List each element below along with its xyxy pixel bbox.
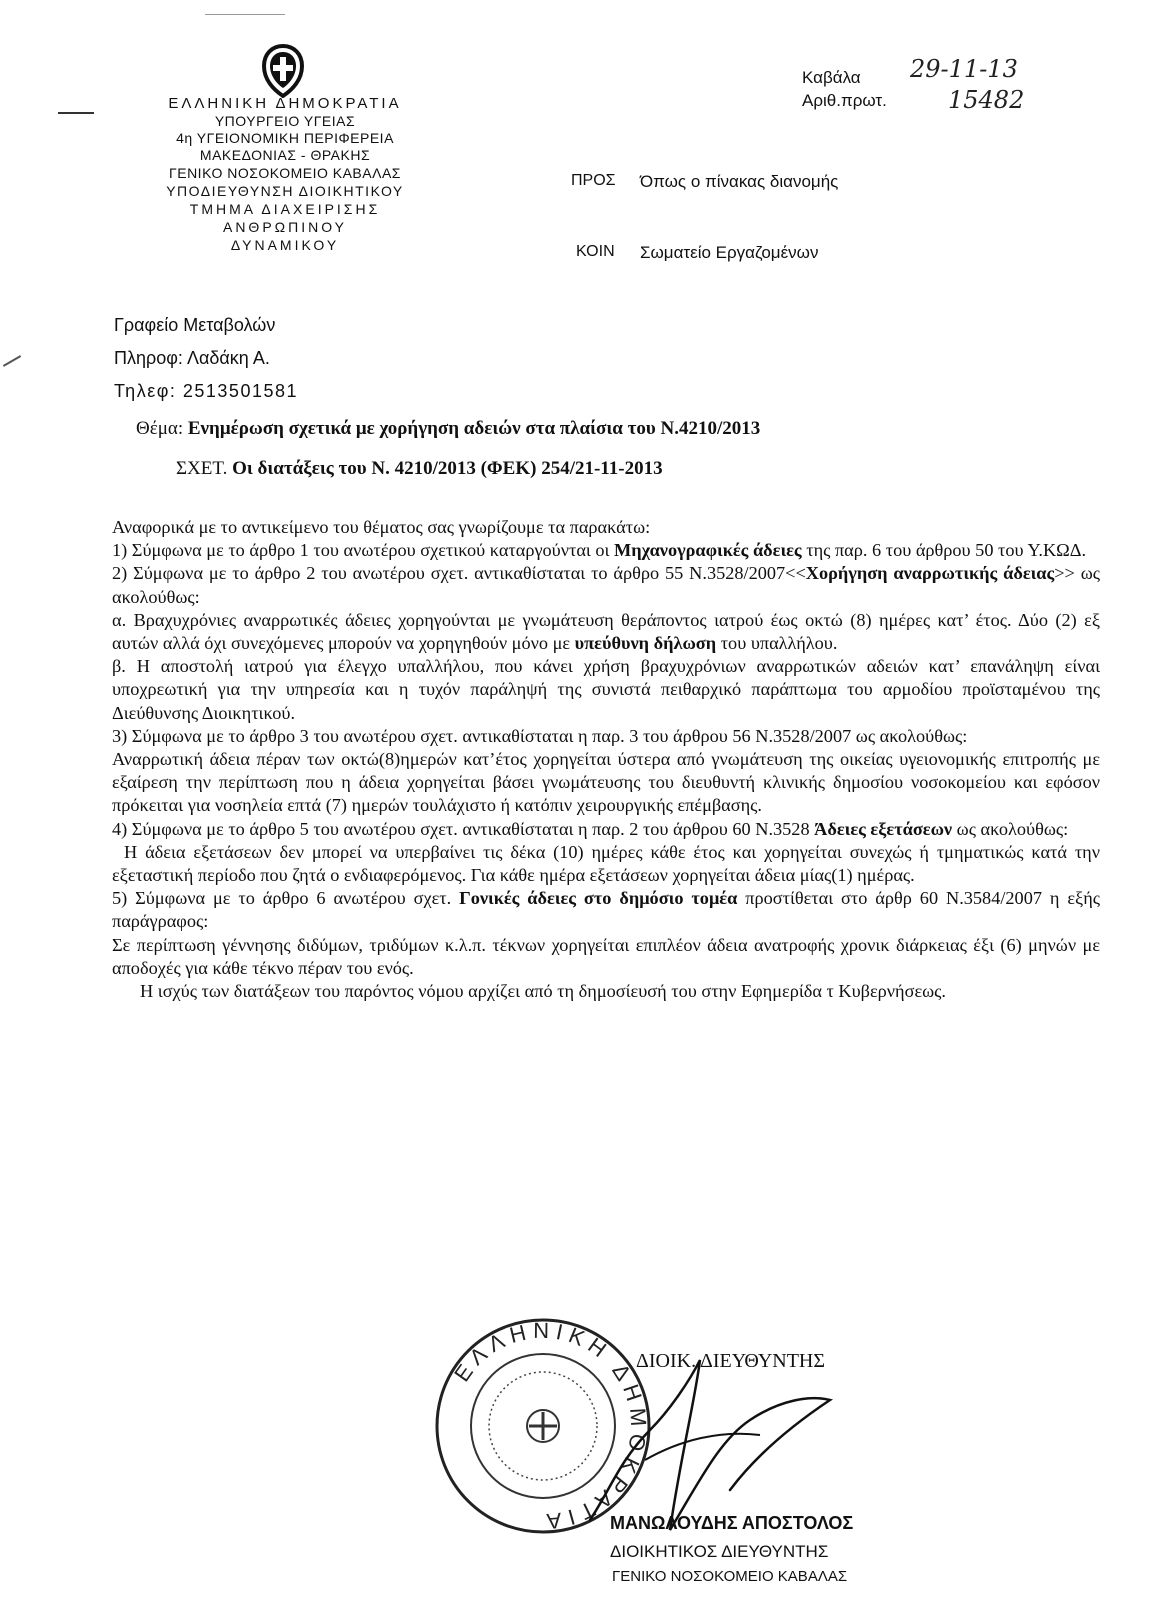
stamp-outer-text: ΕΛΛΗΝΙΚΗ ΔΗΜΟΚΡΑΤΙΑ xyxy=(449,1317,652,1535)
body-text: προστίθεται στο άρθρ 60 Ν.3584/2007 η εξής παράγραφος: xyxy=(112,888,1100,932)
body-bold: Γονικές άδειες στο δημόσιο τομέα xyxy=(459,888,738,909)
body-bold: Μηχανογραφικές άδειες xyxy=(614,540,802,561)
body-item-5b: Σε περίπτωση γέννησης διδύμων, τριδύμων κ.λ.π. τέκνων χορηγείται επιπλέον άδεια ανατροφής χρονικ διάρκειας έξι (6) μηνών με αποδοχές για κάθε τέκνο πέραν του ενός. xyxy=(112,934,1100,978)
body-item-2a xyxy=(112,609,1100,655)
scan-mark xyxy=(205,14,285,15)
office-phone: Τηλεφ: 2513501581 xyxy=(114,381,298,401)
header-region-name: ΜΑΚΕΔΟΝΙΑΣ - ΘΡΑΚΗΣ xyxy=(199,147,371,163)
to-label: ΠΡΟΣ xyxy=(571,172,616,189)
scan-mark xyxy=(3,355,21,367)
body-item-2 xyxy=(112,562,1100,608)
to-value: Όπως ο πίνακας διανομής xyxy=(640,172,839,191)
body-text: του υπαλλήλου. xyxy=(716,633,838,654)
body-item-4 xyxy=(112,818,1100,841)
body-text: ως ακολούθως: xyxy=(952,818,1069,839)
office-name: Γραφείο Μεταβολών xyxy=(114,315,276,335)
body-closing: Η ισχύς των διατάξεων του παρόντος νόμου αρχίζει από τη δημοσίευσή του στην Εφημερίδα τ Κυβερνήσεως. xyxy=(140,981,946,1002)
subject-label: Θέμα: xyxy=(136,418,184,439)
body-bold: υπεύθυνη δήλωση xyxy=(574,633,717,654)
scan-mark xyxy=(58,112,94,114)
body-intro: Αναφορικά με το αντικείμενο του θέματος σας γνωρίζουμε τα παρακάτω: xyxy=(112,517,651,537)
body-text: 5) Σύμφωνα με το άρθρο 6 ανωτέρου σχετ. xyxy=(112,888,460,909)
body-text: 2) Σύμφωνα με το άρθρο 2 του ανωτέρου σχετ. αντικαθίσταται το άρθρο 55 Ν.3528/2007<< xyxy=(112,563,806,584)
body-item-3: 3) Σύμφωνα με το άρθρο 3 του ανωτέρου σχετ. αντικαθίσταται η παρ. 3 του άρθρου 56 Ν.3528/2007 ως ακολούθως: xyxy=(112,725,968,746)
signatory-title: ΔΙΟΙΚ. ΔΙΕΥΘΥΝΤΗΣ xyxy=(636,1350,826,1372)
body-item-2b: β. Η αποστολή ιατρού για έλεγχο υπαλλήλου, που κάνει χρήση βραχυχρόνιων αναρρωτικών αδειών κατ’ επανάληψη είναι υποχρεωτική για την υπηρεσία και η τυχόν παράληψή της συνιστά πειθαρχικό παράπτωμα του αρμοδίου προϊσταμένου της Διεύθυνσης Διοικητικού. xyxy=(112,656,1100,723)
reference-label: ΣΧΕΤ. xyxy=(176,458,228,479)
cc-label: ΚΟΙΝ xyxy=(576,243,615,260)
body-bold: Άδειες εξετάσεων xyxy=(814,818,953,839)
body-item-1 xyxy=(112,539,1100,562)
body-text: α. Βραχυχρόνιες αναρρωτικές άδειες χορηγούνται με γνωμάτευση θεράποντος ιατρού έως οκτώ (8) ημέρες κατ’ έτος. Δύο (2) εξ αυτών αλλά όχι συνεχόμενες μπορούν να χορηγηθούν μόνο με xyxy=(112,609,1100,654)
body-text: της παρ. 6 του άρθρου 50 του Υ.ΚΩΔ. xyxy=(801,540,1087,561)
reference-line xyxy=(176,458,663,480)
signatory-role: ΔΙΟΙΚΗΤΙΚΟΣ ΔΙΕΥΘΥΝΤΗΣ xyxy=(610,1542,829,1561)
handwritten-date: 29-11-13 xyxy=(910,55,1018,83)
subject-line xyxy=(136,418,760,440)
greek-emblem-icon xyxy=(258,44,308,98)
body-text: 1) Σύμφωνα με το άρθρο 1 του ανωτέρου σχετικού καταργούνται οι xyxy=(112,540,615,561)
cc-value: Σωματείο Εργαζομένων xyxy=(640,243,819,262)
header-hospital: ΓΕΝΙΚΟ ΝΟΣΟΚΟΜΕΙΟ ΚΑΒΑΛΑΣ xyxy=(169,165,401,181)
office-contact-person: Πληροφ: Λαδάκη Α. xyxy=(114,348,270,368)
header-country: ΕΛΛΗΝΙΚΗ ΔΗΜΟΚΡΑΤΙΑ xyxy=(168,95,402,112)
body-item-5 xyxy=(112,887,1100,933)
header-subdirectorate: ΥΠΟΔΙΕΥΘΥΝΣΗ ΔΙΟΙΚΗΤΙΚΟΥ xyxy=(166,183,404,199)
city-label: Καβάλα xyxy=(802,68,861,87)
reference-text: Οι διατάξεις του Ν. 4210/2013 (ΦΕΚ) 254/21-11-2013 xyxy=(232,458,663,479)
header-ministry: ΥΠΟΥΡΓΕΙΟ ΥΓΕΙΑΣ xyxy=(214,113,356,129)
signatory-organization: ΓΕΝΙΚΟ ΝΟΣΟΚΟΜΕΙΟ ΚΑΒΑΛΑΣ xyxy=(612,1568,848,1585)
subject-text: Ενημέρωση σχετικά με χορήγηση αδειών στα πλαίσια του Ν.4210/2013 xyxy=(187,418,761,439)
body-bold: Χορήγηση αναρρωτικής άδειας xyxy=(805,563,1055,584)
header-department-2: ΑΝΘΡΩΠΙΝΟΥ xyxy=(222,219,348,235)
body-text: 4) Σύμφωνα με το άρθρο 5 του ανωτέρου σχετ. αντικαθίσταται η παρ. 2 του άρθρου 60 Ν.3528 xyxy=(112,818,815,839)
header-department: ΤΜΗΜΑ ΔΙΑΧΕΙΡΙΣΗΣ xyxy=(189,201,381,217)
handwritten-protocol-number: 15482 xyxy=(948,86,1025,114)
letter-body xyxy=(112,516,1100,1003)
header-department-3: ΔΥΝΑΜΙΚΟΥ xyxy=(230,237,340,253)
body-text: >> ως ακολούθως: xyxy=(112,563,1101,607)
body-item-4b: Η άδεια εξετάσεων δεν μπορεί να υπερβαίνει τις δέκα (10) ημέρες κάθε έτος και χορηγείται συνεχώς ή τμηματικώς κατά την εξεταστική περίοδο που ζητά ο ενδιαφερόμενος. Για κάθε ημέρα εξετάσεων χορηγείται άδεια μίας(1) ημέρας. xyxy=(112,841,1100,886)
header-region: 4η ΥΓΕΙΟΝΟΜΙΚΗ ΠΕΡΙΦΕΡΕΙΑ xyxy=(176,130,394,146)
protocol-label: Αριθ.πρωτ. xyxy=(802,91,887,110)
signatory-name: ΜΑΝΩΛΟΥΔΗΣ ΑΠΟΣΤΟΛΟΣ xyxy=(610,1513,854,1533)
body-item-3b: Αναρρωτική άδεια πέραν των οκτώ(8)ημερών κατ’έτος χορηγείται ύστερα από γνωμάτευση της οικείας υγειονομικής επιτροπής με εξαίρεση την περίπτωση που η άδεια χορηγείται βάσει γνωμάτευσης του διευθυντή κλινικής δημοσίου νοσοκομείου και εφόσον πρόκειται για νοσηλεία επτά (7) ημερών τουλάχιστο ή κατόπιν χειρουργικής επέμβασης. xyxy=(112,749,1100,816)
